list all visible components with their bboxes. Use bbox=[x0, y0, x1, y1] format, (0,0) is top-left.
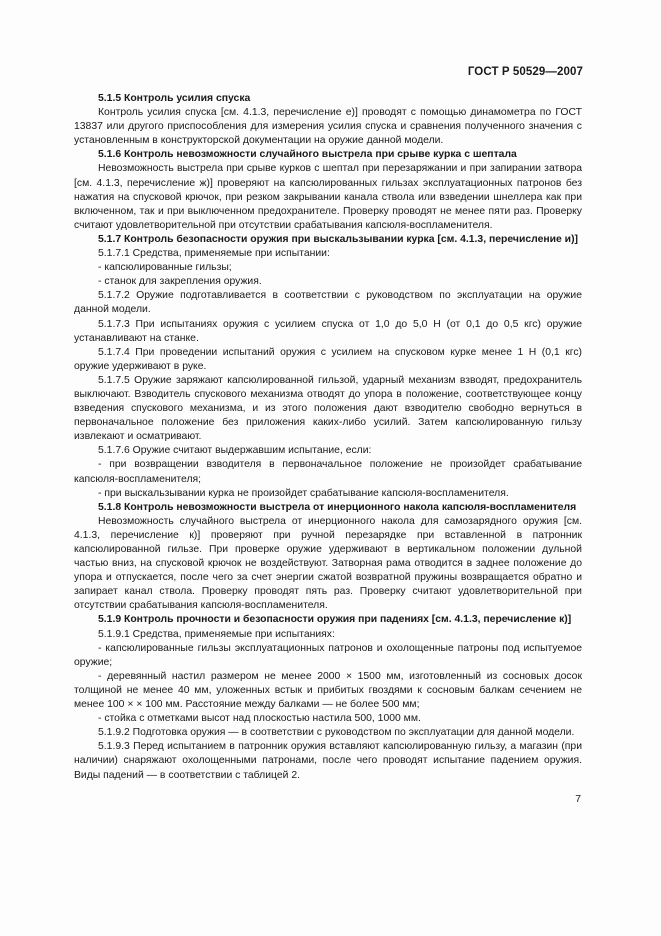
page-number: 7 bbox=[575, 794, 581, 805]
section-heading-5-1-7: 5.1.7 Контроль безопасности оружия при выскальзывании курка [см. 4.1.3, перечисление и)] bbox=[98, 233, 578, 245]
list-item-cases-and-blanks: - капсюлированные гильзы эксплуатационных патронов и охолощенные патроны под испытуемое оружие; bbox=[74, 642, 582, 668]
section-heading-5-1-9: 5.1.9 Контроль прочности и безопасности оружия при падениях [см. 4.1.3, перечисление к)] bbox=[98, 614, 572, 626]
paragraph-5-1-9-1: 5.1.9.1 Средства, применяемые при испытаниях: bbox=[98, 628, 335, 640]
section-heading-5-1-8: 5.1.8 Контроль невозможности выстрела от инерционного накола капсюля-воспламенителя bbox=[98, 501, 577, 513]
list-item-machine: - станок для закрепления оружия. bbox=[98, 276, 262, 288]
paragraph-5-1-9-2: 5.1.9.2 Подготовка оружия — в соответствии с руководством по эксплуатации для данной модели. bbox=[98, 727, 575, 739]
list-item-wooden-floor: - деревянный настил размером не менее 2000 × 1500 мм, изготовленный из сосновых досок толщиной не менее 40 мм, уложенных встык и прибитых гвоздями к сосновым балкам сечением не менее 100 × × 100 мм. Расстояние между балками — не более 500 мм; bbox=[74, 670, 582, 711]
paragraph-5-1-6-body: Невозможность выстрела при срыве курков с шептал при перезаряжании и при запирании затвора [см. 4.1.3, перечисление ж)] проверяют на капсюлированных гильзах эксплуатационных патронов без нажатия на спусковой крючок, при резком закрывании канала ствола или взведении шнеллера как при включенном, так и при выключенном предохранителе. Проверку проводят не менее пяти раз. Проверку считают удовлетворительной при отсутствии срабатывания капсюля-воспламенителя. bbox=[74, 163, 582, 231]
list-item-slip-condition: - при выскальзывании курка не произойдет срабатывание капсюля-воспламенителя. bbox=[98, 487, 509, 499]
paragraph-5-1-9-3: 5.1.9.3 Перед испытанием в патронник оружия вставляют капсюлированную гильзу, а магазин (при наличии) снаряжают охолощенными патронами, после чего проводят испытание падением оружия. Виды падений — в соответствии с таблицей 2. bbox=[74, 741, 582, 781]
list-item-return-condition: - при возвращении взводителя в первоначальное положение не произойдет срабатывание капсюля-воспламенителя; bbox=[74, 459, 582, 485]
paragraph-5-1-7-3: 5.1.7.3 При испытаниях оружия с усилием спуска от 1,0 до 5,0 Н (от 0,1 до 0,5 кгс) оружие устанавливают на станке. bbox=[74, 318, 582, 344]
paragraph-5-1-5-body: Контроль усилия спуска [см. 4.1.3, перечисление е)] проводят с помощью динамометра по ГОСТ 13837 или другого приспособления для измерения усилия спуска и сравнения полученного значения с установленным в конструкторской документации на оружие данной модели. bbox=[74, 107, 582, 147]
document-header: ГОСТ Р 50529—2007 bbox=[467, 66, 583, 78]
section-heading-5-1-6: 5.1.6 Контроль невозможности случайного выстрела при срыве курка с шептала bbox=[98, 149, 517, 161]
paragraph-5-1-7-4: 5.1.7.4 При проведении испытаний оружия с усилием на спусковом курке менее 1 Н (0,1 кгс) оружие удерживают в руке. bbox=[74, 346, 582, 372]
list-item-height-stand: - стойка с отметками высот над плоскостью настила 500, 1000 мм. bbox=[98, 713, 421, 725]
document-body bbox=[74, 92, 582, 783]
paragraph-5-1-7-5: 5.1.7.5 Оружие заряжают капсюлированной гильзой, ударный механизм взводят, предохранитель выключают. Взводитель спускового механизма отводят до упора в положение, соответствующее концу взведения спускового механизма, и из этого положения дают взводителю свободно вернуться в первоначальное положение без приложения каких-либо усилий. Затем капсюлированную гильзу извлекают и осматривают. bbox=[74, 374, 582, 443]
paragraph-5-1-7-6: 5.1.7.6 Оружие считают выдержавшим испытание, если: bbox=[98, 445, 372, 457]
paragraph-5-1-7-1: 5.1.7.1 Средства, применяемые при испытании: bbox=[98, 248, 330, 260]
paragraph-5-1-8-body: Невозможность случайного выстрела от инерционного накола для самозарядного оружия [см. 4.1.3, перечисление к)] проверяют при ручной перезарядке при вставленной в патронник капсюлированной гильзе. При проверке оружие удерживают в вертикальном положении дульной частью вниз, на спусковой крючок не воздействуют. Затворная рама отводится в заднее положение до упора и отпускается, после чего за счет энергии сжатой возвратной пружины возвращается обратно и запирает канал ствола. Проверку проводят пять раз. Проверку считают удовлетворительной при отсутствии срабатывания капсюля-воспламенителя. bbox=[74, 515, 582, 612]
list-item-capsule-cases: - капсюлированные гильзы; bbox=[98, 262, 232, 274]
paragraph-5-1-7-2: 5.1.7.2 Оружие подготавливается в соответствии с руководством по эксплуатации на оружие данной модели. bbox=[74, 290, 582, 316]
section-heading-5-1-5: 5.1.5 Контроль усилия спуска bbox=[98, 93, 251, 104]
